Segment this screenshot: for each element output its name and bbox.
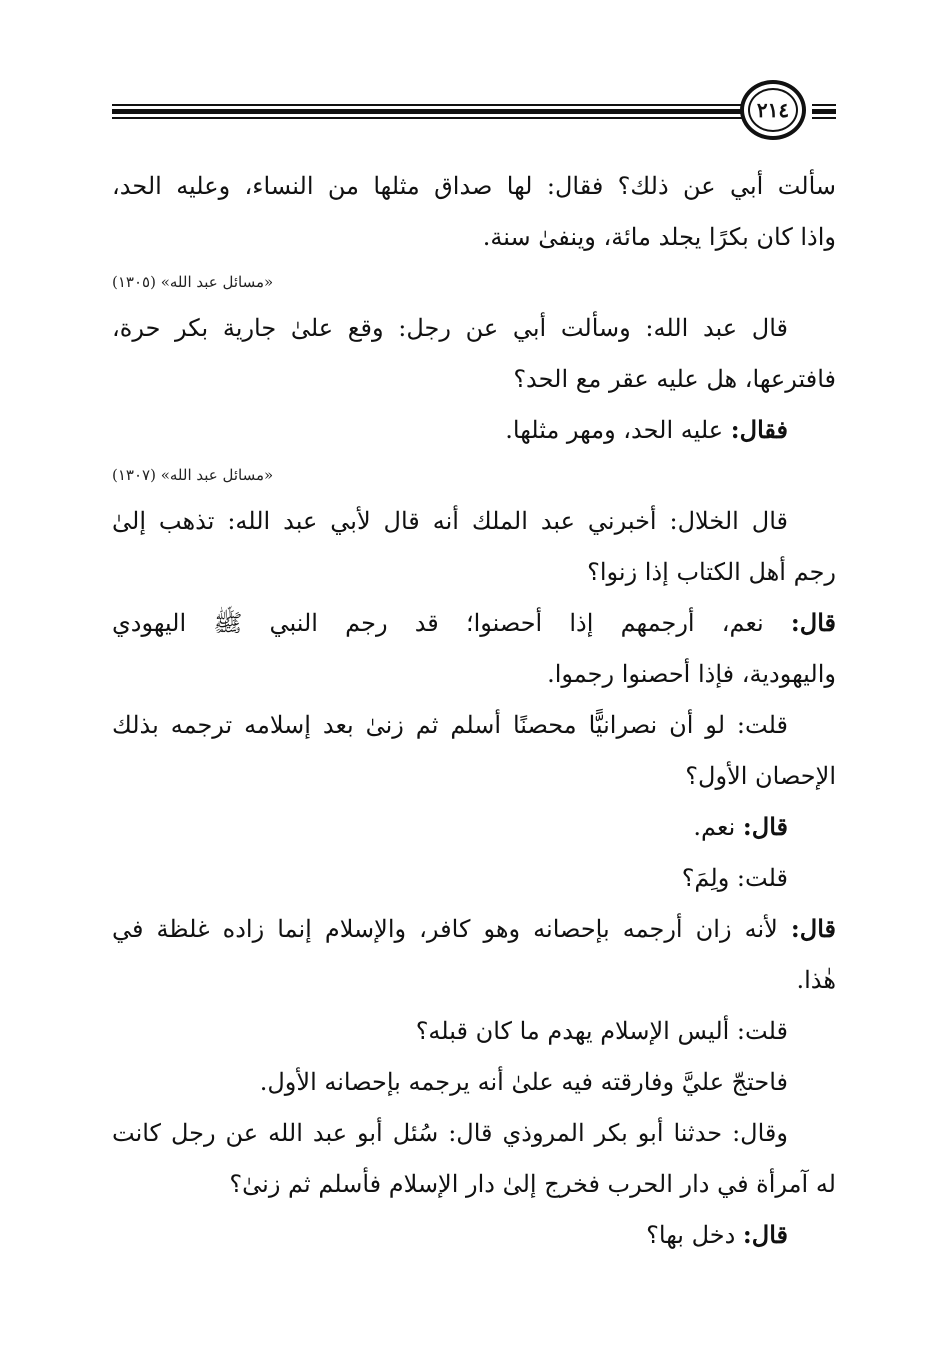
text-line: قلت: لو أن نصرانيًّا محصنًا أسلم ثم زنىٰ بعد إسلامه ترجمه بذلك bbox=[112, 711, 788, 739]
header-rule bbox=[112, 117, 742, 119]
keyword: فقال: bbox=[730, 415, 788, 444]
text-line: قال الخلال: أخبرني عبد الملك أنه قال لأبي عبد الله: تذهب إلىٰ bbox=[112, 507, 788, 535]
page-header bbox=[0, 0, 938, 150]
text-line: سألت أبي عن ذلك؟ فقال: لها صداق مثلها من النساء، وعليه الحد، bbox=[112, 172, 837, 200]
text-line: قال: دخل بها؟ bbox=[646, 1220, 788, 1249]
keyword: قال: bbox=[742, 812, 788, 841]
text-line: وقال: حدثنا أبو بكر المروذي قال: سُئل أبو عبد الله عن رجل كانت bbox=[112, 1119, 788, 1147]
text-line: قال عبد الله: وسألت أبي عن رجل: وقع علىٰ جارية بكر حرة، bbox=[112, 314, 788, 342]
text-line: الإحصان الأول؟ bbox=[685, 762, 836, 790]
text-line: فاحتجّ عليَّ وفارقته فيه علىٰ أنه يرجمه بإحصانه الأول. bbox=[259, 1068, 788, 1096]
text-line: فقال: عليه الحد، ومهر مثلها. bbox=[505, 415, 788, 444]
text-line: قال: لأنه زان أرجمه بإحصانه وهو كافر، والإسلام إنما زاده غلظة في bbox=[112, 914, 836, 943]
header-rule bbox=[812, 104, 836, 106]
text-line: فافترعها، هل عليه عقر مع الحد؟ bbox=[513, 365, 836, 393]
source-citation: «مسائل عبد الله» (١٣٠٥) bbox=[112, 273, 274, 291]
text-line: واذا كان بكرًا يجلد مائة، وينفىٰ سنة. bbox=[482, 223, 836, 251]
page-number: ٢١٤ bbox=[748, 88, 798, 132]
header-rule bbox=[812, 117, 836, 119]
keyword: قال: bbox=[790, 914, 836, 943]
text-line: قال: نعم. bbox=[693, 812, 788, 841]
header-rule bbox=[812, 109, 836, 114]
header-rule bbox=[112, 109, 742, 114]
source-citation: «مسائل عبد الله» (١٣٠٧) bbox=[112, 466, 274, 484]
keyword: قال: bbox=[742, 1220, 788, 1249]
text-line: واليهودية، فإذا أحصنوا رجموا. bbox=[547, 660, 836, 688]
header-rule bbox=[112, 104, 742, 106]
text-line: قلت: أليس الإسلام يهدم ما كان قبله؟ bbox=[415, 1017, 788, 1045]
text-line: رجم أهل الكتاب إذا زنوا؟ bbox=[587, 558, 836, 586]
text-line: هٰذا. bbox=[796, 966, 836, 994]
page-number-badge bbox=[740, 80, 806, 140]
text-line: قلت: ولِمَ؟ bbox=[681, 864, 788, 892]
text-line: له آمرأة في دار الحرب فخرج إلىٰ دار الإسلام فأسلم ثم زنىٰ؟ bbox=[229, 1170, 836, 1198]
keyword: قال: bbox=[790, 608, 836, 637]
text-line: قال: نعم، أرجمهم إذا أحصنوا؛ قد رجم النبي ﷺ اليهودي bbox=[112, 608, 836, 637]
page-body bbox=[112, 160, 836, 1260]
